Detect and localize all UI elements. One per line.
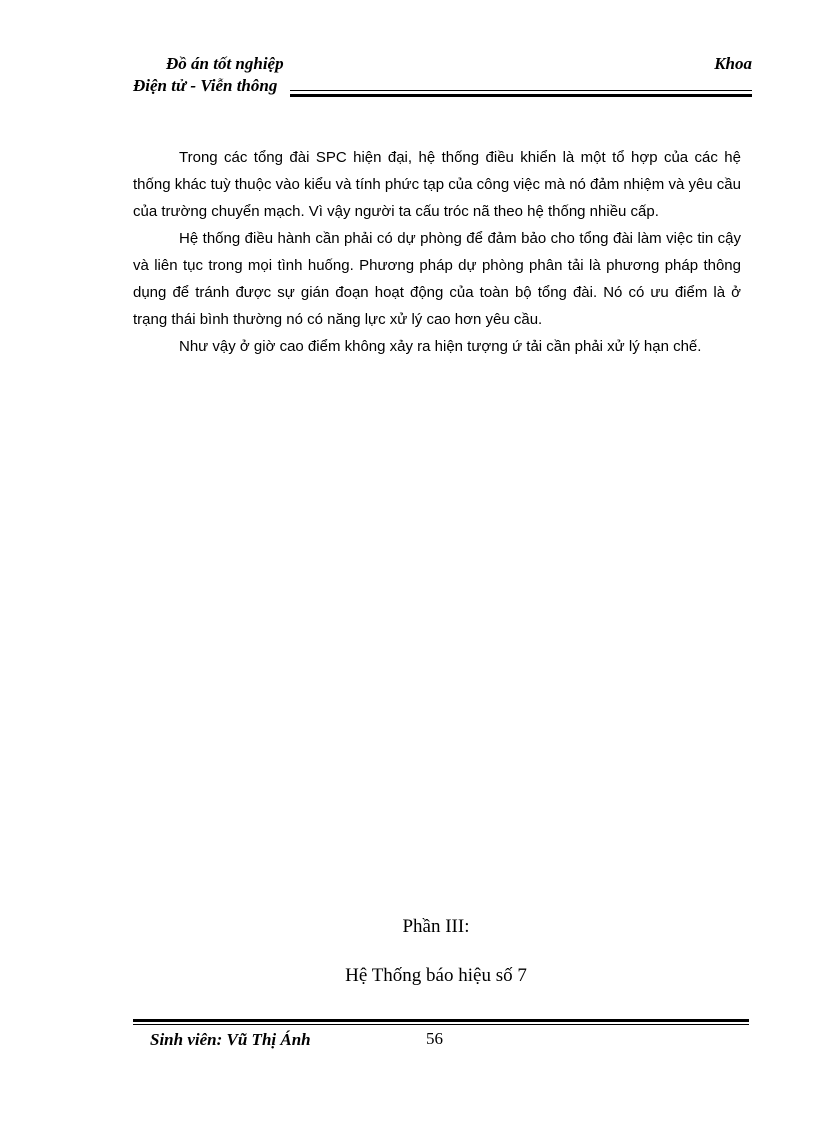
- paragraph: Như vậy ở giờ cao điểm không xảy ra hiện tượng ứ tải cần phải xử lý hạn chế.: [179, 338, 702, 355]
- part-number: Phần III:: [402, 916, 470, 937]
- footer-rule-thick: [133, 1019, 749, 1022]
- header-rule-thin: [290, 90, 752, 91]
- paragraph: Hệ thống điều hành cần phải có dự phòng để đảm bảo cho tổng đài làm việc tin cậy và liên tục trong mọi tình huống. Phương pháp dự phòng phân tải là phương pháp thông dụng để tránh được sự gián đoạn hoạt động của toàn bộ tổng đài. Nó có ưu điểm là ở trạng thái bình thường nó có năng lực xử lý cao hơn yêu cầu.: [133, 230, 741, 328]
- header-faculty-label: Khoa: [714, 54, 752, 73]
- header-department: Điện tử - Viễn thông: [133, 76, 278, 95]
- page-number: 56: [426, 1029, 443, 1048]
- header-rule-thick: [290, 94, 752, 97]
- footer-author: Sinh viên: Vũ Thị Ánh: [150, 1030, 311, 1049]
- header-thesis-title: Đồ án tốt nghiệp: [166, 54, 284, 73]
- part-title: Hệ Thống báo hiệu số 7: [345, 965, 527, 986]
- footer-rule-thin: [133, 1024, 749, 1025]
- body-text: [133, 144, 741, 360]
- paragraph: Trong các tổng đài SPC hiện đại, hệ thống điều khiển là một tổ hợp của các hệ thống khác tuỳ thuộc vào kiểu và tính phức tạp của công việc mà nó đảm nhiệm và yêu cầu của trường chuyển mạch. Vì vậy người ta cấu tróc nã theo hệ thống nhiều cấp.: [133, 149, 741, 220]
